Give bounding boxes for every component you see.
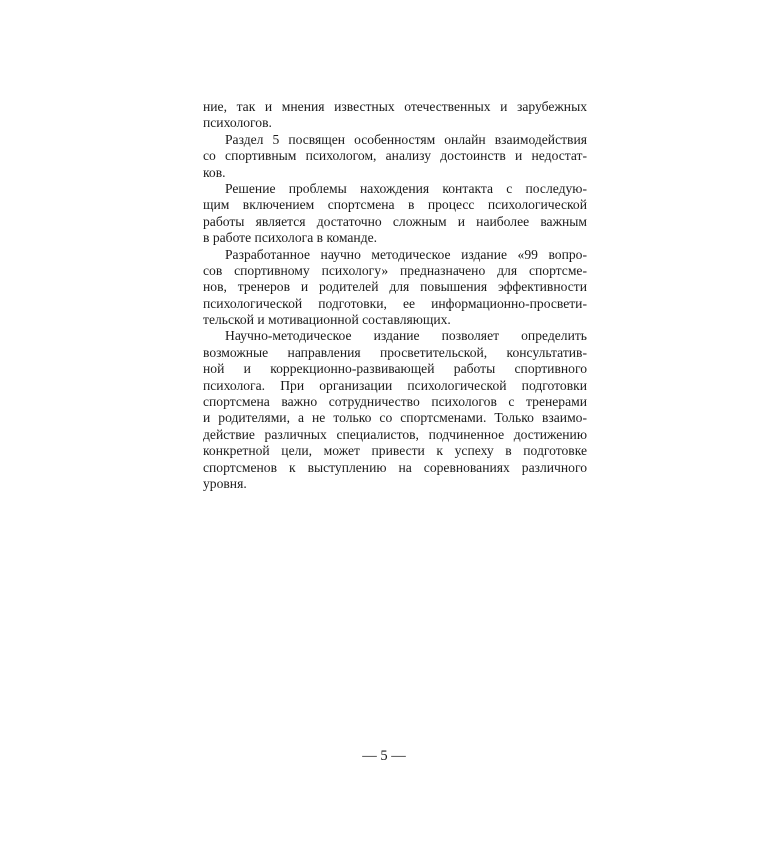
text-line: спортсменов к выступлению на соревнованиях различного [203, 459, 587, 475]
text-line: Раздел 5 посвящен особенностям онлайн взаимодействия [225, 131, 587, 147]
text-line: работы является достаточно сложным и наиболее важным [203, 213, 587, 229]
text-line: со спортивным психологом, анализу достоинств и недостат- [203, 148, 587, 164]
text-line: возможные направления просветительской, консультатив- [203, 344, 587, 360]
paragraph-edition-purpose [203, 247, 587, 329]
paragraph-continuation [203, 99, 587, 132]
body-text [203, 99, 587, 492]
text-line: Решение проблемы нахождения контакта с последую- [225, 180, 587, 196]
text-line: Научно-методическое издание позволяет определить [225, 328, 587, 344]
paragraph-contact-problem [203, 181, 587, 247]
text-line: конкретной цели, может привести к успеху в подготовке [203, 443, 587, 459]
paragraph-section-5 [203, 132, 587, 181]
page-number: — 5 — [362, 748, 406, 764]
text-line: сов спортивному психологу» предназначено для спортсме- [203, 262, 587, 278]
text-line: Разработанное научно методическое издание «99 вопро- [225, 246, 587, 262]
text-line: и родителями, а не только со спортсменами. Только взаимо- [203, 410, 587, 426]
text-line: в работе психолога в команде. [203, 230, 378, 246]
text-line: щим включением спортсмена в процесс психологической [203, 197, 587, 213]
text-line: ков. [203, 164, 226, 180]
text-line: психологов. [203, 115, 272, 131]
text-line: психолога. При организации психологической подготовки [203, 377, 587, 393]
text-line: действие различных специалистов, подчиненное достижению [203, 426, 587, 442]
text-line: ной и коррекционно-развивающей работы спортивного [203, 361, 587, 377]
text-line: уровня. [203, 475, 247, 491]
text-line: спортсмена важно сотрудничество психологов с тренерами [203, 394, 587, 410]
paragraph-edition-directions [203, 328, 587, 492]
text-line: нов, тренеров и родителей для повышения эффективности [203, 279, 587, 295]
text-line: ние, так и мнения известных отечественных и зарубежных [203, 99, 587, 114]
text-line: тельской и мотивационной составляющих. [203, 312, 451, 328]
text-line: психологической подготовки, ее информационно-просвети- [203, 295, 587, 311]
